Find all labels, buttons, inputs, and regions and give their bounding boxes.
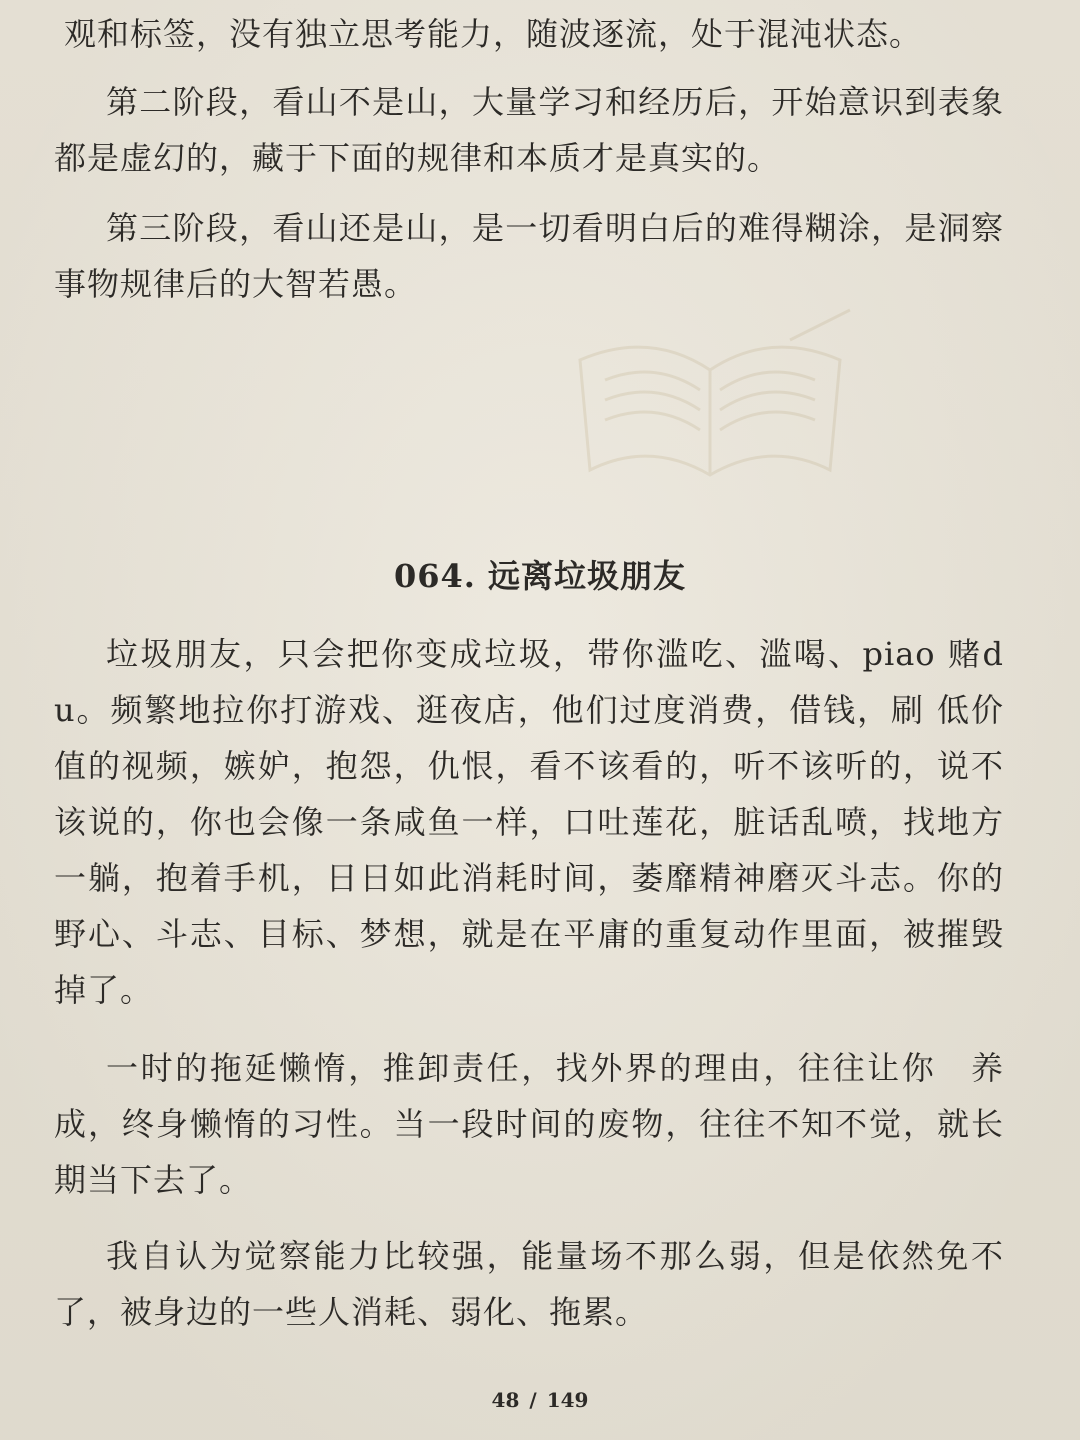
paragraph-self-awareness: 我自认为觉察能力比较强，能量场不那么弱，但是依然免不了，被身边的一些人消耗、弱化、拖累。 <box>54 1237 1004 1331</box>
open-book-icon <box>560 300 860 490</box>
paragraph-continued: 观和标签，没有独立思考能力，随波逐流，处于混沌状态。 <box>64 15 923 53</box>
paragraph-third-stage: 第三阶段，看山还是山，是一切看明白后的难得糊涂，是洞察事物规律后的大智若愚。 <box>54 209 1004 303</box>
current-page: 48 <box>491 1388 520 1412</box>
section-title: 064. 远离垃圾朋友 <box>393 557 687 595</box>
page-number <box>0 1386 1080 1414</box>
paragraph-junk-friends: 垃圾朋友，只会把你变成垃圾，带你滥吃、滥喝、piao 赌du。频繁地拉你打游戏、逛夜店，他们过度消费，借钱，刷 低价值的视频，嫉妒，抱怨，仇恨，看不该看的，听不该听的，说不该说的，你也会像一条咸鱼一样，口吐莲花，脏话乱喷，找地方一躺，抱着手机，日日如此消耗时间，萎靡精神磨灭斗志。你的野心、斗志、目标、梦想，就是在平庸的重复动作里面，被摧毁掉了。 <box>54 635 1004 1009</box>
page-separator: / <box>529 1388 537 1412</box>
total-pages: 149 <box>546 1388 589 1412</box>
paragraph-second-stage: 第二阶段，看山不是山，大量学习和经历后，开始意识到表象都是虚幻的，藏于下面的规律和本质才是真实的。 <box>54 83 1004 177</box>
paragraph-procrastination: 一时的拖延懒惰，推卸责任，找外界的理由，往往让你 养成，终身懒惰的习性。当一段时间的废物，往往不知不觉，就长期当下去了。 <box>54 1049 1004 1199</box>
